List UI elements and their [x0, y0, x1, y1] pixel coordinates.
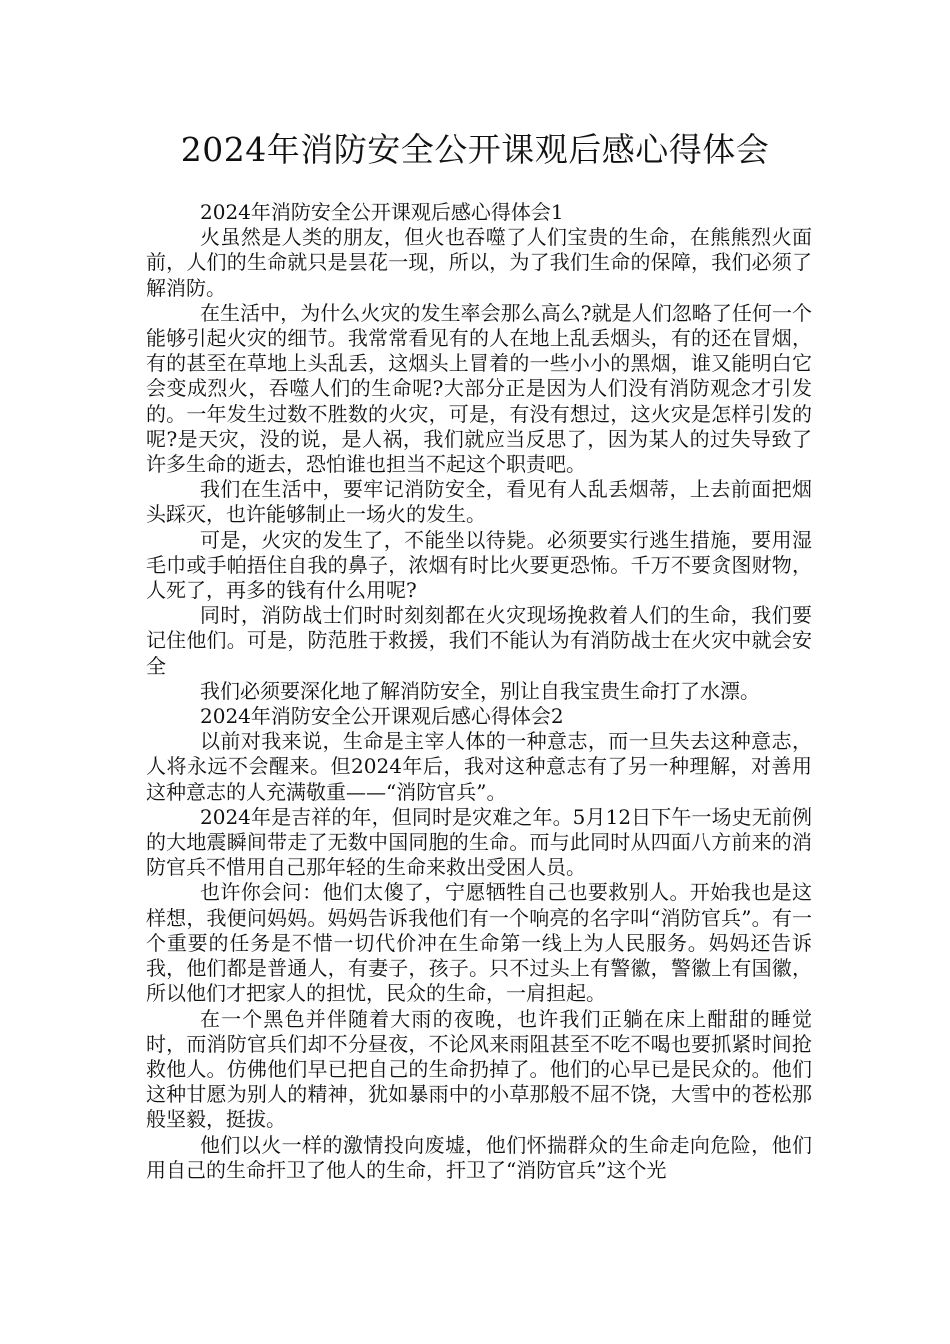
document-title: 2024年消防安全公开课观后感心得体会	[180, 130, 770, 169]
paragraph: 他们以火一样的激情投向废墟，他们怀揣群众的生命走向危险，他们用自己的生命扞卫了他人的生命，扞卫了“消防官兵”这个光	[146, 1132, 812, 1182]
paragraph: 2024年是吉祥的年，但同时是灾难之年。5月12日下午一场史无前例的大地震瞬间带走了无数中国同胞的生命。而与此同时从四面八方前来的消防官兵不惜用自己那年轻的生命来救出受困人员。	[146, 804, 812, 880]
paragraph: 同时，消防战士们时时刻刻都在火灾现场挽救着人们的生命，我们要记住他们。可是，防范胜于救援，我们不能认为有消防战士在火灾中就会安全	[146, 603, 812, 678]
paragraph: 可是，火灾的发生了，不能坐以待毙。必须要实行逃生措施，要用湿毛巾或手帕捂住自我的鼻子，浓烟有时比火要更恐怖。千万不要贪图财物，人死了，再多的钱有什么用呢?	[146, 527, 812, 603]
paragraph: 以前对我来说，生命是主宰人体的一种意志，而一旦失去这种意志，人将永远不会醒来。但2024年后，我对这种意志有了另一种理解，对善用这种意志的人充满敬重——“消防官兵”。	[146, 729, 812, 804]
section-heading: 2024年消防安全公开课观后感心得体会2	[200, 704, 564, 729]
document-body	[146, 200, 812, 1183]
paragraph: 我们必须要深化地了解消防安全，别让自我宝贵生命打了水漂。	[200, 678, 760, 703]
paragraph: 我们在生活中，要牢记消防安全，看见有人乱丢烟蒂，上去前面把烟头踩灭，也许能够制止一场火的发生。	[146, 477, 812, 527]
paragraph: 在一个黑色并伴随着大雨的夜晚，也许我们正躺在床上酣甜的睡觉时，而消防官兵们却不分昼夜，不论风来雨阻甚至不吃不喝也要抓紧时间抢救他人。仿佛他们早已把自己的生命扔掉了。他们的心早已是民众的。他们这种甘愿为别人的精神，犹如暴雨中的小草那般不屈不饶，大雪中的苍松那般坚毅，挺拔。	[146, 1006, 812, 1132]
paragraph: 也许你会问：他们太傻了，宁愿牺牲自己也要救别人。开始我也是这样想，我便问妈妈。妈妈告诉我他们有一个响亮的名字叫“消防官兵”。有一个重要的任务是不惜一切代价冲在生命第一线上为人民服务。妈妈还告诉我，他们都是普通人，有妻子，孩子。只不过头上有警徽，警徽上有国徽，所以他们才把家人的担忧，民众的生命，一肩担起。	[146, 880, 812, 1006]
section-heading: 2024年消防安全公开课观后感心得体会1	[200, 200, 564, 224]
paragraph: 在生活中，为什么火灾的发生率会那么高么?就是人们忽略了任何一个能够引起火灾的细节。我常常看见有的人在地上乱丢烟头，有的还在冒烟，有的甚至在草地上头乱丢，这烟头上冒着的一些小小的黑烟，谁又能明白它会变成烈火，吞噬人们的生命呢?大部分正是因为人们没有消防观念才引发的。一年发生过数不胜数的火灾，可是，有没有想过，这火灾是怎样引发的呢?是天灾，没的说，是人祸，我们就应当反思了，因为某人的过失导致了许多生命的逝去，恐怕谁也担当不起这个职责吧。	[146, 300, 812, 477]
paragraph: 火虽然是人类的朋友，但火也吞噬了人们宝贵的生命，在熊熊烈火面前，人们的生命就只是昙花一现，所以，为了我们生命的保障，我们必须了解消防。	[146, 225, 812, 300]
